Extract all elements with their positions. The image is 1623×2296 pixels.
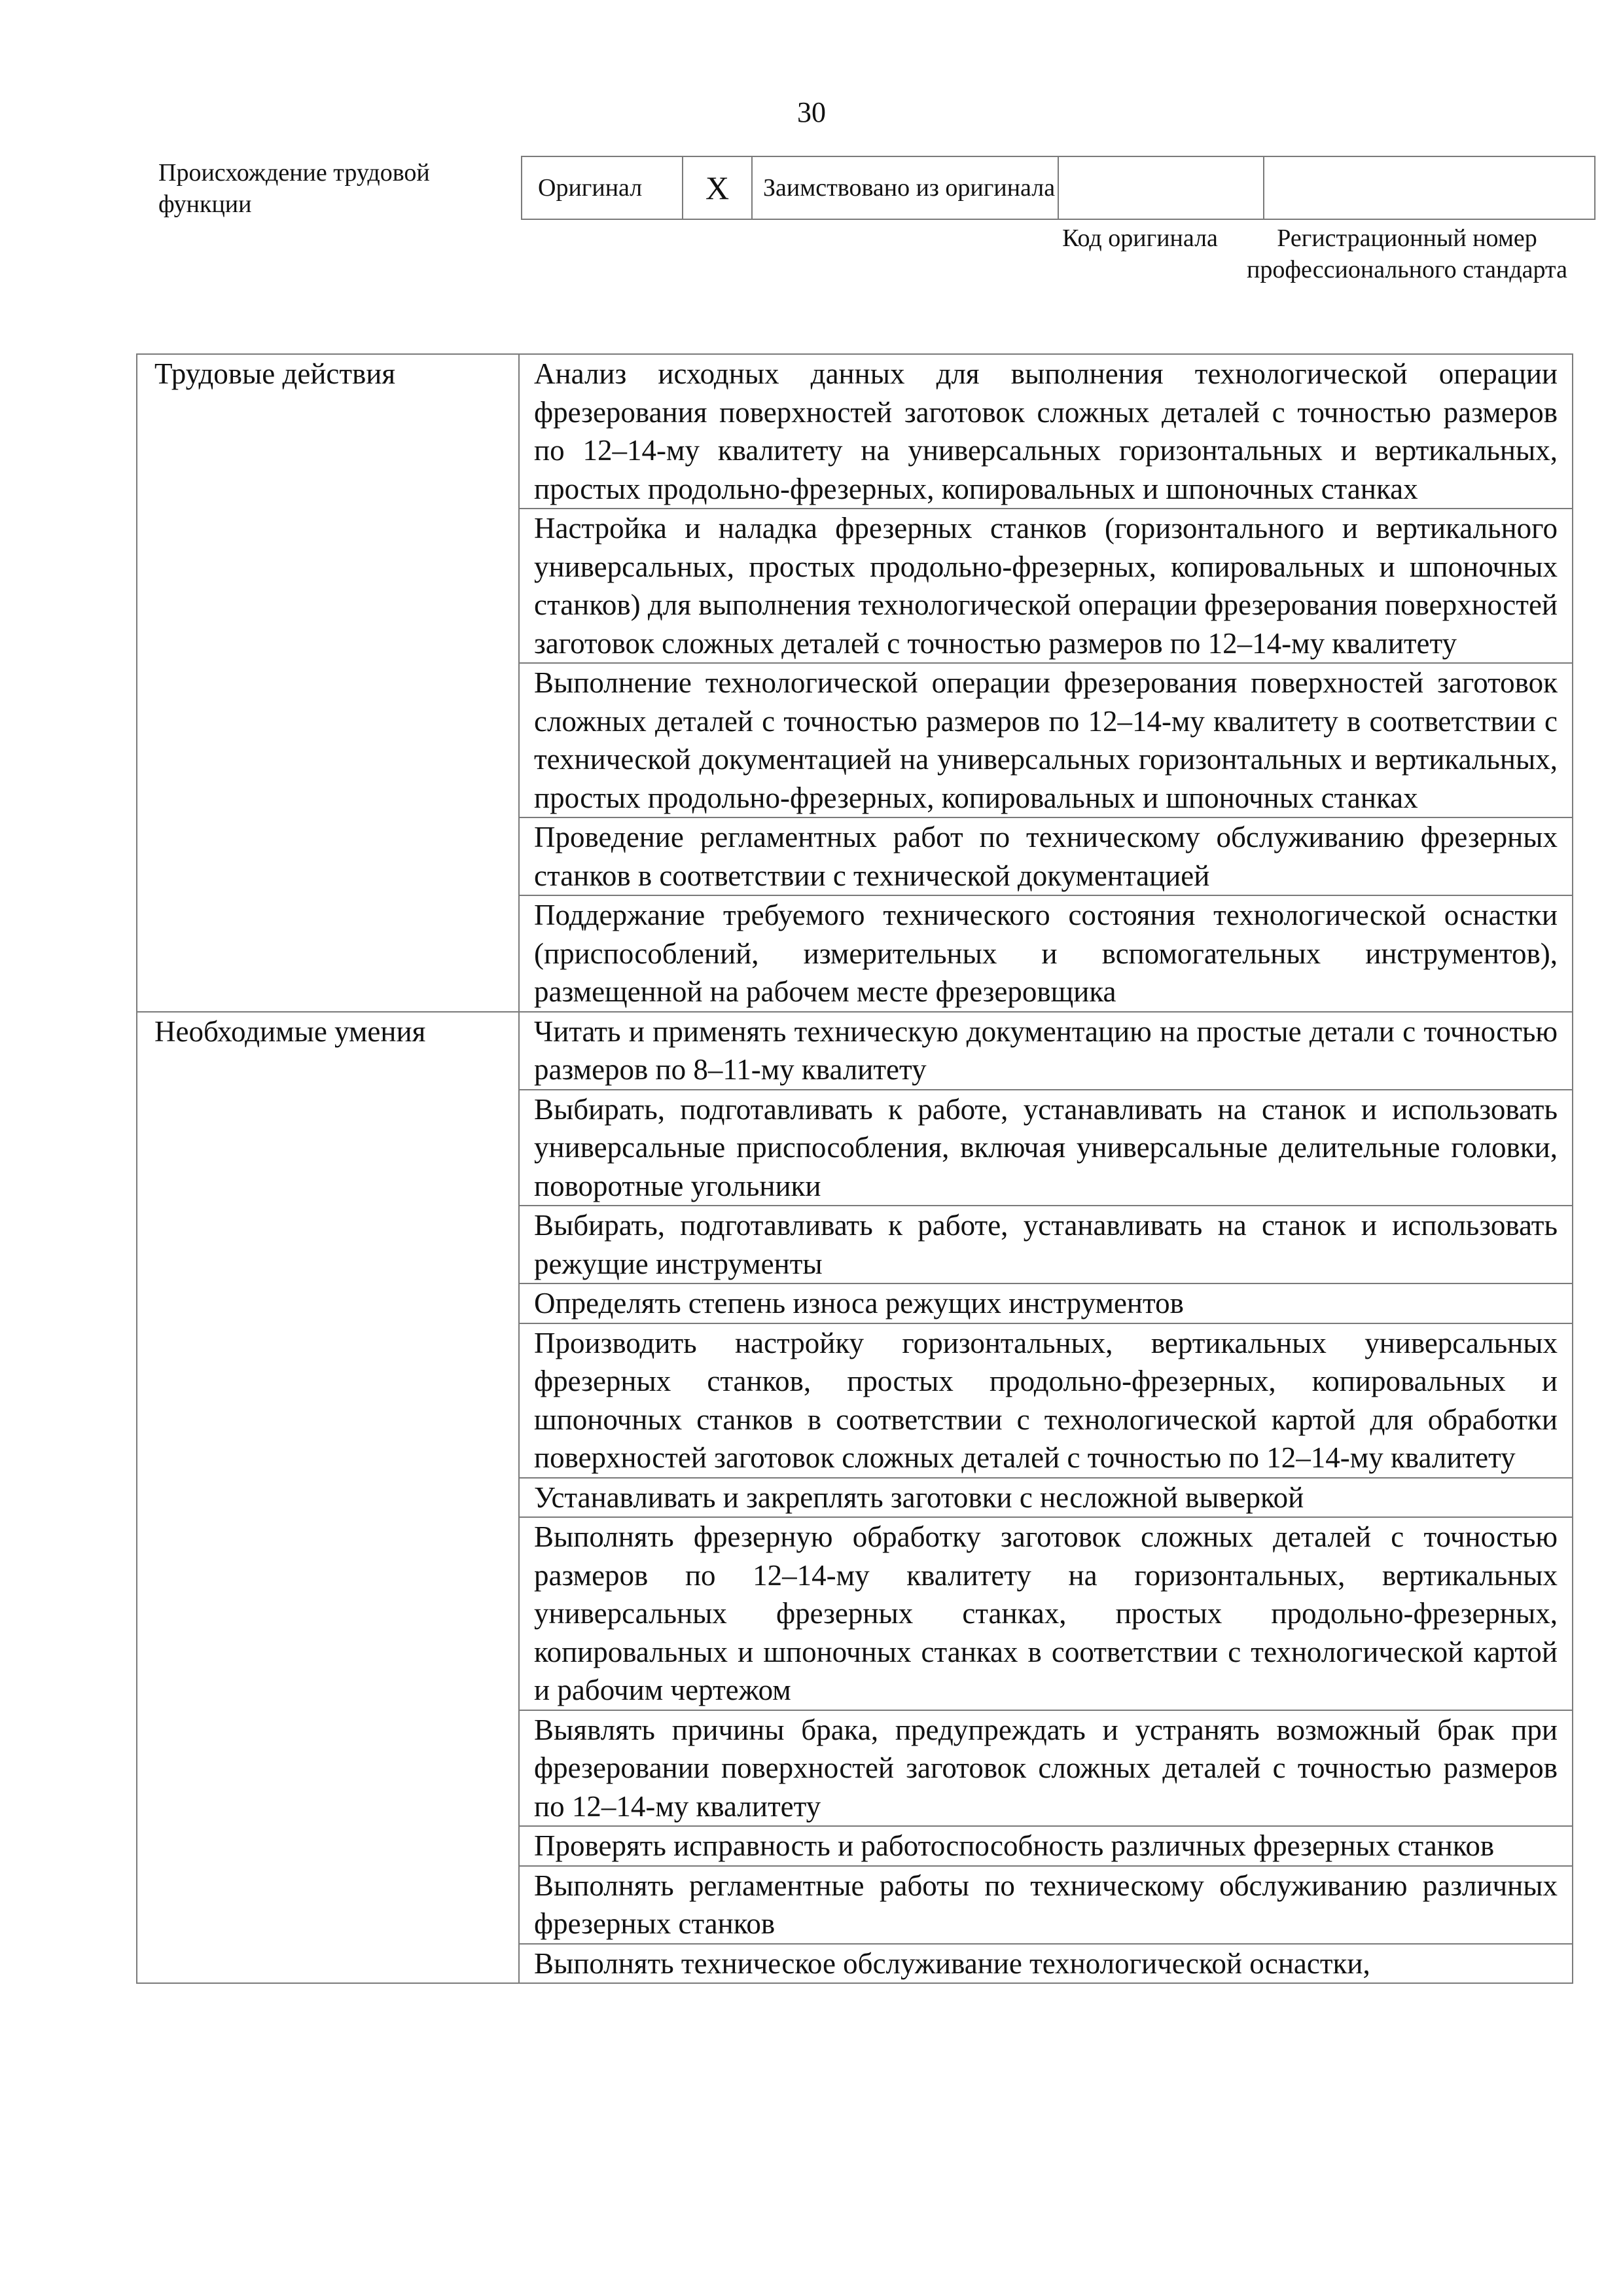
origin-row — [522, 156, 1595, 219]
list-item: Выбирать, подготавливать к работе, устанавливать на станок и использовать универсальные приспособления, включая универсальные делительные головки, поворотные угольники — [534, 1092, 1558, 1202]
table-cell — [519, 1478, 1573, 1518]
list-item: Выявлять причины брака, предупреждать и устранять возможный брак при фрезеровании поверхностей заготовок сложных деталей с точностью размеров по 12–14-му квалитету — [534, 1713, 1558, 1823]
list-item: Выбирать, подготавливать к работе, устанавливать на станок и использовать режущие инструменты — [534, 1209, 1558, 1280]
section-title-labor-actions: Трудовые действия — [137, 354, 519, 1012]
list-item: Анализ исходных данных для выполнения технологической операции фрезерования поверхностей заготовок сложных деталей с точностью размеров по 12–14-му квалитету на универсальных горизонтальных и вертикальных, простых продольно-фрезерных, копировальных и шпоночных станках — [534, 357, 1558, 505]
origin-original-mark: X — [683, 156, 752, 219]
list-item: Читать и применять техническую документацию на простые детали с точностью размеров по 8–11-му квалитету — [534, 1014, 1558, 1086]
table-cell — [519, 509, 1573, 663]
origin-borrowed-cell: Заимствовано из оригинала — [752, 156, 1058, 219]
table-cell — [519, 1826, 1573, 1866]
table-cell — [519, 1710, 1573, 1827]
list-item: Настройка и наладка фрезерных станков (горизонтального и вертикального универсальных, простых продольно-фрезерных, копировальных и шпоночных станков) для выполнения технологической операции фрезерования поверхностей заготовок сложных деталей с точностью размеров по 12–14-му квалитету — [534, 512, 1558, 660]
table-cell — [519, 354, 1573, 509]
section-title-required-skills: Необходимые умения — [137, 1012, 519, 1984]
list-item: Производить настройку горизонтальных, вертикальных универсальных фрезерных станков, простых продольно-фрезерных, копировальных и шпоночных станков в соответствии с технологической картой для обработки поверхностей заготовок сложных деталей с точностью по 12–14-му квалитету — [534, 1326, 1558, 1474]
table-cell — [519, 1517, 1573, 1710]
table-cell — [519, 895, 1573, 1012]
table-cell — [519, 1206, 1573, 1283]
origin-table — [521, 156, 1596, 220]
list-item: Устанавливать и закреплять заготовки с несложной выверкой — [534, 1480, 1304, 1514]
origin-code-cell — [1058, 156, 1264, 219]
list-item: Проверять исправность и работоспособность различных фрезерных станков — [534, 1829, 1495, 1862]
table-cell — [519, 1283, 1573, 1323]
table-cell — [519, 1944, 1573, 1984]
list-item: Проведение регламентных работ по техническому обслуживанию фрезерных станков в соответствии с технической документацией — [534, 821, 1558, 892]
table-cell — [519, 1323, 1573, 1478]
table-cell — [519, 1090, 1573, 1206]
origin-reg-cell — [1264, 156, 1595, 219]
table-row — [137, 1012, 1573, 1090]
labor-function-table — [136, 353, 1573, 1984]
list-item: Выполнять фрезерную обработку заготовок сложных деталей с точностью размеров по 12–14-му квалитету на горизонтальных, вертикальных универсальных фрезерных станках, простых продольно-фрезерных, копировальных и шпоночных станках в соответствии с технологической картой и рабочим чертежом — [534, 1520, 1558, 1706]
origin-label: Происхождение трудовой функции — [158, 159, 430, 218]
table-cell — [519, 1866, 1573, 1944]
list-item: Выполнять регламентные работы по техническому обслуживанию различных фрезерных станков — [534, 1869, 1558, 1940]
list-item: Выполнение технологической операции фрезерования поверхностей заготовок сложных деталей с точностью размеров по 12–14-му квалитету в соответствии с технической документацией на универсальных горизонтальных и вертикальных, простых продольно-фрезерных, копировальных и шпоночных станках — [534, 666, 1558, 814]
origin-reg-caption: Регистрационный номер профессионального стандарта — [1247, 224, 1567, 283]
table-cell — [519, 817, 1573, 895]
page-number: 30 — [797, 96, 826, 128]
list-item: Определять степень износа режущих инструментов — [534, 1287, 1184, 1319]
table-cell — [519, 663, 1573, 817]
list-item: Выполнять техническое обслуживание технологической оснастки, — [534, 1946, 1370, 1980]
list-item: Поддержание требуемого технического состояния технологической оснастки (приспособлений, измерительных и вспомогательных инструментов), размещенной на рабочем месте фрезеровщика — [534, 899, 1558, 1008]
table-row — [137, 354, 1573, 509]
origin-code-caption: Код оригинала — [1062, 224, 1218, 252]
origin-original-cell: Оригинал — [522, 156, 683, 219]
table-cell — [519, 1012, 1573, 1090]
